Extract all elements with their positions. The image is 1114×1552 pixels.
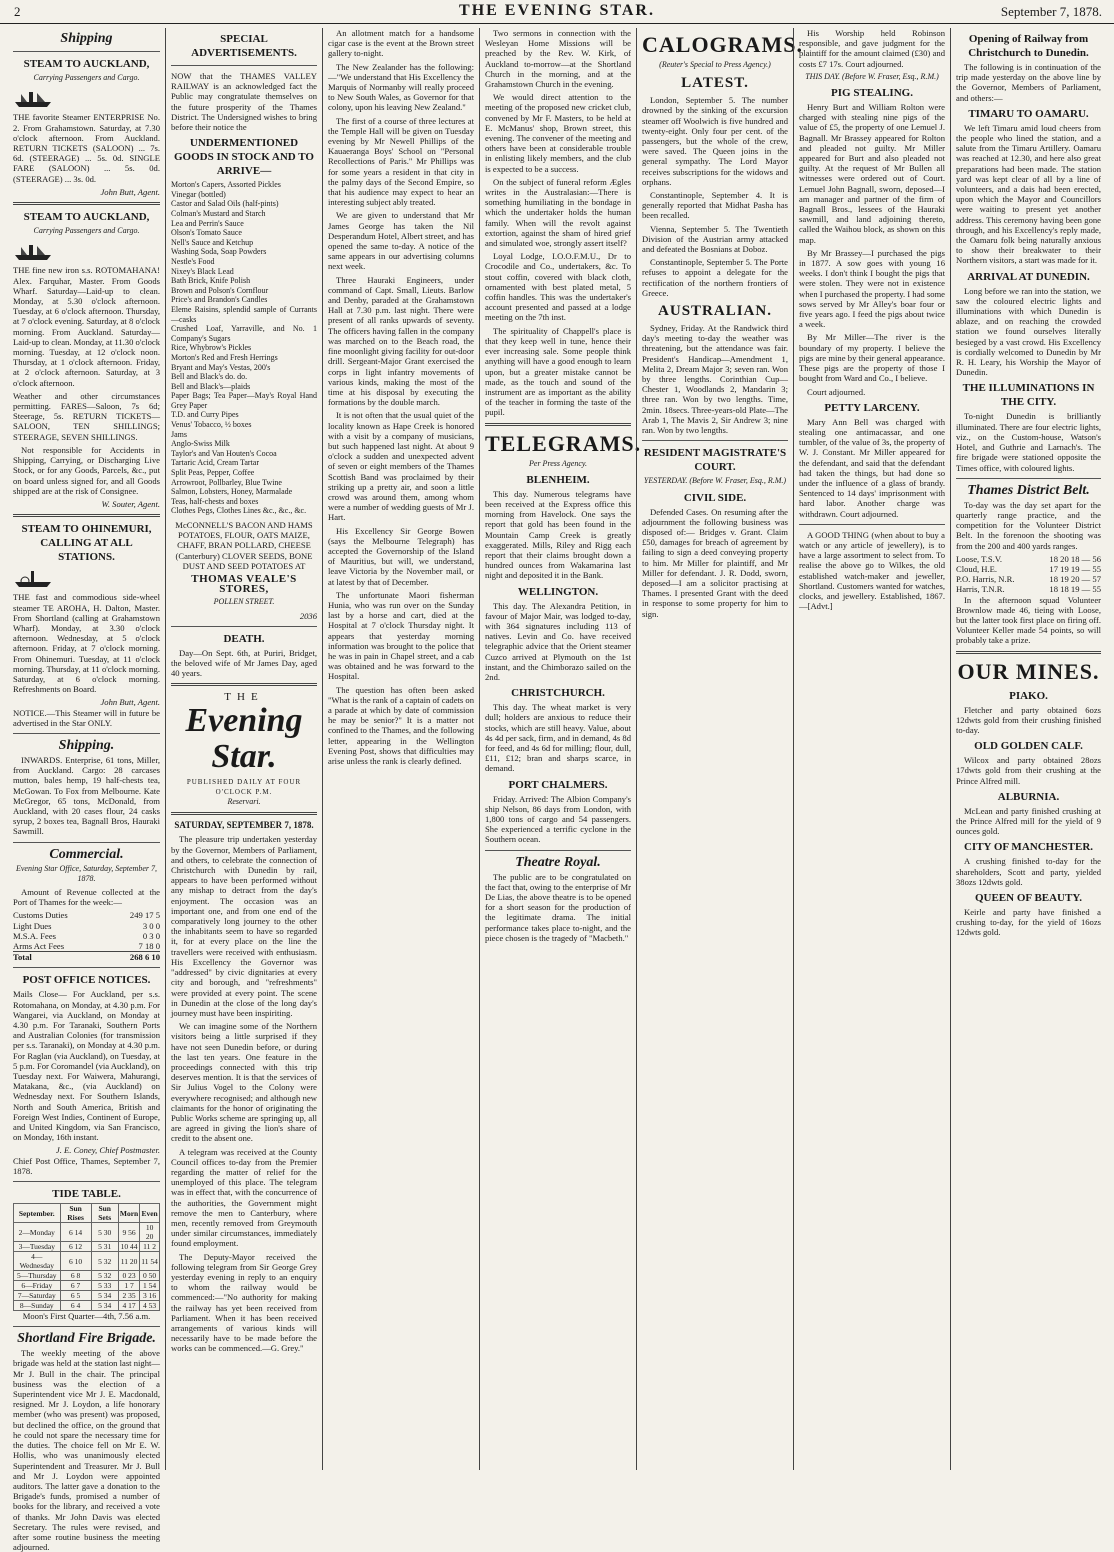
telegrams-heading: TELEGRAMS. [485,430,642,456]
post-office-body: Mails Close— For Auckland, per s.s. Rotomahana, on Monday, at 4.30 p.m. For Wangarei, via Auckland, on Monday at 4.30 p.m. For Taranaki, Southern Ports and Australian Colonies (for transmission per s.s. Taranaki), on Monday at 4.30 p.m. For Raglan (via Auckland), on Tuesday, at 5 p.m. For Coromandel (via Auckland), on Tuesday next. For Waiwera, Mahurangi, Matakana, &c., (via Auckland) on Wednesday next. For Southern Islands, North and South America, British and Foreign West Indies, Continent of Europe, and United Kingdom, via San Francisco, on Monday, 16th instant. [13,989,160,1143]
evening-star-logo: THE Evening Star. PUBLISHED DAILY AT FOUR O'CLOCK P.M. Reservari. [185,691,303,807]
revenue-row: Arms Act Fees 7 18 0 [13,941,160,951]
civil-side-heading: CIVIL SIDE. [683,491,747,504]
commercial-heading: Commercial. [49,846,124,862]
paddle-steamer-icon [13,568,53,588]
australian-body: Sydney, Friday. At the Randwick third day's meeting to-day the weather was threatening, but the attendance was fair. President's Handicap—Amendment 1, Melita 2, Dream Major 3; seven ran. Won by three lengths. Corinthian Cup—Chester 1, Woodlands 2, Mandarin 3; three ran. Won by two lengths. Time, 2min. 18secs. Three-years-old Plate—The Arab 1, The Mavis 2, Sir Andrew 3; nine ran. Won by two lengths. [642,323,788,436]
list-item: Price's and Brandon's Candles [171,295,268,305]
score-row: Cloud, H.E. 17 19 19 — 55 [956,563,1101,574]
divider [799,524,945,525]
goods-list [171,180,317,516]
news-para: The spirituality of Chappell's place is that they keep well in tune, hence their ever increasing sale. Some people think anything will have a good enough to learn upon, but a greater mistake cannot be made, as the touch and sound of the instrument are as important as the ability of the teacher in forming the taste of the pupil. [485,325,631,418]
tide-table: September. Sun Rises Sun Sets Morn Even 2—Monday 6 14 5 30 9 56 10 20 3—Tuesday 6 12 5 31 10 44 11 2 4—Wednesday 6 10 5 32 11 20 11 54 5—Thursday 6 8 5 32 0 23 0 50 6—Friday 6 7 5 33 1 7 1 54 7—Saturday 6 5 5 34 2 35 3 16 8—Sunday 6 4 5 34 4 17 4 53 [13,1203,160,1311]
list-item: Tartaric Acid, Cream Tartar [171,458,260,468]
post-office-heading: POST OFFICE NOTICES. [22,974,151,987]
list-item: T.D. and Curry Pipes [171,410,239,420]
calograms-heading: CALOGRAMS. [642,32,803,57]
mine-heading: QUEEN OF BEAUTY. [974,891,1083,904]
tide-row: 7—Saturday 6 5 5 34 2 35 3 16 [14,1291,160,1301]
masthead [0,0,1114,24]
mine-report: Fletcher and party obtained 6ozs 12dwts gold from their crushing finished to-day. [956,704,1101,735]
list-item: Vinegar (bottled) [171,189,226,199]
list-item: Clothes Pegs, Clothes Lines &c., &c., &c. [171,506,307,516]
tide-row: 5—Thursday 6 8 5 32 0 23 0 50 [14,1271,160,1281]
death-heading: DEATH. [223,632,265,645]
editorial-para: The pleasure trip undertaken yesterday by the Governor, Members of Parliament, and others, to celebrate the connection of Christchurch with Dunedin by rail, appears to have been performed without any mishap to detract from the day's enjoyment. The occasion was an important one, and from one end of the comparatively long journey to the other the inhabitants seem to have so regarded it, for at every place on the line the travellers were received with enthusiasm. His Excellency the Governor was "addressed" by civic dignitaries at every city and borough, and "refreshments" were provided at every point. The scene in Dunedin at the close of the long day's journey must have been inspiriting. [171,834,317,1018]
district-belt-heading: Thames District Belt. [967,482,1090,498]
column-3 [322,28,479,1470]
mine-report: A crushing finished to-day for the shareholders, Scott and party, yielded 38ozs 12dwts gold. [956,856,1101,887]
page-number: 2 [14,4,21,19]
ad1-agent: John Butt, Agent. [100,186,160,197]
list-item: Brown and Polson's Cornflour [171,285,269,295]
mine-report: Wilcox and party obtained 28ozs 17dwts gold from their crushing at the Prince Alfred mill. [956,755,1101,786]
special-ads-heading: SPECIAL ADVERTISEMENTS. [191,33,297,59]
list-item: Split Peas, Pepper, Coffee [171,468,255,478]
postmaster-sign: J. E. Coney, Chief Postmaster. [55,1145,160,1156]
wellington-body: This day. The Alexandra Petition, in favour of Major Mair, was lodged to-day, with 364 signatures including 113 of natives. Levin and Co. have received telegraphic advice that the Orient steamer Cuzco arrived at Plymouth on the 1st instant, and the Chimborazo sailed on the 2nd. [485,600,631,682]
store-street: POLLEN STREET. [213,597,275,607]
list-item: Rice, Whybrow's Pickles [171,343,252,353]
list-item: Bryant and May's Vestas, 200's [171,362,271,372]
pig-stealing-heading: PIG STEALING. [831,87,913,100]
divider [13,514,160,517]
divider [171,683,317,686]
news-para: We would direct attention to the meeting of the proposed new cricket club, convened by Mr F. Masters, to be held at E. McManus' shop, Brown street, this evening. The convener of the meeting and others have been at considerable trouble in enlisting likely members, and the club is expected to be a success. [485,92,631,174]
issue-date: September 7, 1878. [1000,4,1102,19]
column-5 [636,28,803,1470]
list-item: Castor and Salad Oils (half-pints) [171,199,279,209]
score-row: Loose, T.S.V. 18 20 18 — 56 [956,553,1101,564]
mine-heading: OLD GOLDEN CALF. [974,740,1083,753]
fire-brigade-heading: Shortland Fire Brigade. [17,1331,156,1347]
blenheim-heading: BLENHEIM. [526,473,590,486]
tide-row: 2—Monday 6 14 5 30 9 56 10 20 [14,1223,160,1242]
divider [956,478,1101,479]
list-item: Taylor's and Van Houten's Cocoa [171,448,277,458]
court-para: Court adjourned. [807,386,866,397]
blenheim-body: This day. Numerous telegrams have been received at the Express office this morning from Havelock. One says the report that gold has been found in the Mountain Camp Creek is greatly exaggerated. Mills, Riley and Rigg each report that their claims brought down a hundred ounces from Wakamarina last night and deposited it in the Bank. [485,488,631,581]
list-item: Eleme Raisins, splendid sample of Currants—casks [171,304,317,324]
list-item: Lea and Perrin's Sauce [171,218,244,228]
mine-report: Keirle and party have finished a crushing to-day, for the yield of 16ozs 12dwts gold. [956,906,1101,938]
news-para: Two sermons in connection with the Wesleyan Home Missions will be preached by the Rev. W. Kirk, of Auckland to-morrow—at the Shortland Church in the morning, and at the Grahamstown Church in the evening. [485,28,631,90]
list-item: Teas, half-chests and boxes [171,496,259,506]
wellington-heading: WELLINGTON. [517,585,599,598]
mine-heading: PIAKO. [1009,689,1048,702]
shipping-news-heading: Shipping. [58,737,115,753]
port-chalmers-body: Friday. Arrived: The Albion Company's ship Nelson, 86 days from London, with 1,800 tons of cargo and 54 passengers. She experienced a terrific cyclone in the Southern ocean. [485,793,631,845]
calograms-subheading: (Reuter's Special to Press Agency.) [659,60,771,69]
court-para: By Mr Brassey—I purchased the pigs in 1877. A sow goes with young 16 weeks. I don't think I bought the pigs that were stolen. They were not in existence when I purchased the property. I had some sows served by Mr Alley's boar four or five years ago. I feed the pigs about twice a week. [799,247,945,330]
this-day-heading: THIS DAY. (Before W. Fraser, Esq., R.M.) [805,71,939,81]
ad2-fares: Weather and other circumstances permitting. FARES—Saloon, 7s 6d; Steerage, 5s. RETURN TICKETS—SALOON, TEN SHILLINGS; STEERAGE, SEVEN SHILLINGS. [13,390,160,442]
petty-larceny-heading: PETTY LARCENY. [824,401,920,414]
column-1 [8,28,165,1552]
column-2 [165,28,322,1470]
death-notice: Day—On Sept. 6th, at Puriri, Bridget, the beloved wife of Mr James Day, aged 40 years. [171,647,317,679]
cable-item: Vienna, September 5. The Twentieth Division of the Austrian army attacked and defeated the Bosnians at Doboz. [642,223,788,255]
divider [171,65,317,66]
column-6 [793,28,950,1470]
commercial-body: Amount of Revenue collected at the Port of Thames for the week:— [13,886,160,908]
page-columns [8,28,1106,1552]
mine-report: McLean and party finished crushing at the Prince Alfred mill for the yield of 9 ounces gold. [956,805,1101,837]
list-item: Salmon, Lobsters, Honey, Marmalade [171,487,293,497]
revenue-row: Customs Duties 249 17 5 [13,910,160,921]
rm-court-subheading: YESTERDAY. (Before W. Fraser, Esq., R.M.) [643,476,787,486]
divider [485,850,631,851]
news-para: Three Hauraki Engineers, under command of Capt. Small, Lieuts. Barlow and Denby, paraded at the Grahamstown Hall at 7.30 p.m. last night. There were present of all ranks upwards of seventy. The officers having fallen in the company was marched on to the Beach road, the fine moonlight giving facility for out-door drill. Sergeant-Major Grant exercised the corps in light infantry movements of various kinds, making the most of the time at his disposal by executing the formations by the double march. [328,274,474,408]
fire-brigade-body: The weekly meeting of the above brigade was held at the station last night—Mr J. Bull in the chair. The principal business was the election of a Superintendent vice Mr J. E. Macdonald, resigned. Mr J. Loydon, a life honorary member (who was present) was proposed, but declined the office, on the ground that he could not spare the necessary time for the duties. The choice fell on Mr E. W. Hollis, who was unanimously elected Superintendent and Treasurer. Mr J. Bull and Mr J. Loydon were appointed auditors. The latter gave a donation to the Brigade's funds, promised a number of books for the library, and received a vote of thanks. Mr John Davis was elected Secretary. The rules were revised, and after some routine business the meeting adjourned. [13,1348,160,1552]
ad1-heading: STEAM TO AUCKLAND, [23,58,150,70]
tide-row: 6—Friday 6 7 5 33 1 7 1 54 [14,1281,160,1291]
goods-heading: UNDERMENTIONED GOODS IN STOCK AND TO ARRIVE— [174,137,314,178]
shipping-heading: Shipping [60,31,113,46]
ad1-body: THE favorite Steamer ENTERPRISE No. 2. From Grahamstown. Saturday, at 7.30 o'clock afternoon. From Auckland. RETURN TICKETS (SALOON) ... 7s. 6d. (STEERAGE) ... 5s. 0d. SINGLE FARE (SALOON) ... 5s. 0d. (STEERAGE) ... 3s. 0d. [13,112,160,184]
divider [13,202,160,205]
latest-heading: LATEST. [681,75,749,92]
arrival-heading: ARRIVAL AT DUNEDIN. [967,270,1090,283]
score-row: Harris, T.N.R. 18 18 19 — 55 [956,584,1101,595]
timaru-heading: TIMARU TO OAMARU. [968,107,1089,120]
star-notice: NOTICE.—This Steamer will in future be advertised in the Star ONLY. [13,707,160,728]
divider [171,626,317,627]
cable-item: London, September 5. The number drowned by the sinking of the excursion steamer off Woolwich is five hundred and twenty-eight. Only four per cent. of the passengers, but the whole of the crew, were saved. The Queen joins in the general sympathy. The Lord Mayor receives subscriptions for the widows and orphans. [642,95,788,187]
jeweller-advert: A GOOD THING (when about to buy a watch or any article of jewellery), is to have a large assortment to select from. To realise the above go to Wilkes, the old established watch-maker and jeweller, Shortland. Customers wanted for watches, clocks, and jewellery. Established, 1867.—[Advt.] [799,529,945,612]
score-row: P.O. Harris, N.R. 18 19 20 — 57 [956,574,1101,585]
moon-phase: Moon's First Quarter—4th, 7.56 a.m. [22,1311,151,1322]
shipping-news-body: INWARDS. Enterprise, 61 tons, Miller, from Auckland. Cargo: 28 carcases mutton, bales hemp, 19 half-chests tea, McGowan. To Fox from Melbourne. Kate McGregor, 65 tons, McDonald, from Auckland, with 20 cases flour, 24 casks syrup, 2 boxes tea, Bagnall Bros, Hauraki Sawmill. [13,754,160,837]
list-item: Anglo-Swiss Milk [171,439,230,449]
ad-number: 2036 [299,610,317,621]
port-chalmers-heading: PORT CHALMERS. [508,778,608,791]
divider [13,51,160,52]
news-para: We are given to understand that Mr James George has taken the Nil Desperandum Hotel, Albert street, and has opened the same to-day. A notice of the same appears in our advertising columns next week. [328,210,474,272]
newspaper-title: THE EVENING STAR. [459,2,655,19]
ad2-heading: STEAM TO AUCKLAND, [23,211,150,224]
mine-heading: ALBURNIA. [997,790,1060,803]
divider [13,842,160,843]
store-name: THOMAS VEALE'S STORES, [191,573,297,596]
news-para: Long before we ran into the station, we saw the coloured electric lights and illuminations with which Dunedin is ablaze, and on reaching the crowded station we found ourselves literally besieged by a vast crowd. His Excellency is cordially welcomed to Dunedin by Mr R. H. Leary, his Worship the Mayor of Dunedin. [956,285,1101,378]
ad3-heading: STEAM TO OHINEMURI, CALLING AT ALL STATIONS. [21,523,152,564]
news-para: In the afternoon squad Volunteer Brownlow made 46, tieing with Loose, but the latter took first place on firing off. Volunteer Keller made 54 points, so will probably take a prize. [956,594,1101,646]
editorial-para: We can imagine some of the Northern visitors being a little surprised if they have not seen Dunedin before, or during the last ten years. One feature in the proceedings connected with this trip deserves mention. It is that the services of Sir Julius Vogel to the Colony were everywhere recognised; and although new claimants for the honor of originating the Public Works scheme are springing up, all are agreed in giving the lion's share of credit to the absent one. [171,1021,317,1144]
list-item: Nestle's Food [171,256,215,266]
news-para: On the subject of funeral reform Ægles writes in the Australasian:—There is something humiliating in the bondage in which the undertaker holds the human family. When will the revolt against extortion, against the sham of hired grief and simulated woe, strongly assert itself? [485,176,631,249]
divider [13,967,160,968]
christchurch-body: This day. The wheat market is very dull; holders are anxious to reduce their stocks, which are still heavy. Value, about 4s 4d per sack, firm, and in demand, 4s 8d for feed, and 4s 6d for milling; flour, dull, £11, £12; bran and sharps scarce, in demand. [485,702,631,774]
news-para: His Excellency Sir George Bowen (says the Melbourne Telegraph) has accepted the Governorship of the Island of Mauritius, but will, we understand, leave Victoria by the November mail, or at latest by that of December. [328,525,474,587]
steamer-icon [13,88,53,108]
list-item: Nell's Sauce and Ketchup [171,237,254,247]
ad2-agent: W. Souter, Agent. [101,498,160,509]
tide-row: 8—Sunday 6 4 5 34 4 17 4 53 [14,1301,160,1311]
australian-heading: AUSTRALIAN. [658,303,772,320]
news-para: The question has often been asked "What is the rank of a captain of cadets on a parade at which by date of commission he may be senior?" It is a matter not confined to the Thames, and the following letter, appearing in the Wellington Evening Post, shows that difficulties may arise unless the rank is clearly defined. [328,684,474,767]
editorial-date: SATURDAY, SEPTEMBER 7, 1878. [174,820,314,831]
list-item: Venus' Tobacco, ½ boxes [171,420,252,430]
ad3-agent: John Butt, Agent. [100,697,160,708]
ad1-subheading: Carrying Passengers and Cargo. [33,73,140,82]
christchurch-heading: CHRISTCHURCH. [511,687,605,700]
news-para: The New Zealander has the following:—"We understand that His Excellency the Marquis of Normanby will really proceed to New South Wales, as Governor for that colony, upon his leaving New Zealand." [328,61,474,113]
railway-heading: Opening of Railway from Christchurch to Dunedin. [968,33,1089,59]
news-para: The unfortunate Maori fisherman Hunia, who was run over on the Sunday last by a horse and cart, died at the Hospital at 7 o'clock Thursday night. It appears that yesterday morning information was brought to the police that he was in pain in Chapel street, and a cab was obtained and he was forward to the Hospital. [328,589,474,682]
belt-scores [956,554,1101,595]
list-item: Nixey's Black Lead [171,266,234,276]
list-item: Crushed Loaf, Yarraville, and No. 1 Company's Sugars [171,324,317,343]
theatre-body: The public are to be congratulated on the fact that, owing to the enterprise of Mr De Lias, the above theatre is to be opened for a short season for the production of the legitimate drama. The initial performance takes place to-night, and the piece chosen is the tragedy of "Macbeth." [485,871,631,943]
revenue-total: Total 268 6 10 [13,952,160,963]
mine-heading: CITY OF MANCHESTER. [963,841,1094,854]
news-para: To-day was the day set apart for the quarterly range practice, and the competition for the Volunteer District Belt. In the forenoon the shooting was from the 200 and 400 yards ranges. [956,499,1101,551]
news-para: An allotment match for a handsome cigar case is the event at the Brown street gallery to-night. [328,28,474,59]
list-item: Colman's Mustard and Starch [171,209,266,218]
list-item: Bell and Black's do. do. [171,372,248,382]
commercial-subheading: Evening Star Office, Saturday, September 7, 1878. [15,863,157,883]
rm-court-heading: RESIDENT MAGISTRATE'S COURT. [643,447,787,474]
column-7 [950,28,1106,1470]
illuminations-heading: THE ILLUMINATIONS IN THE CITY. [962,382,1095,409]
tide-row: 4—Wednesday 6 10 5 32 11 20 11 54 [14,1252,160,1271]
ad2-subheading: Carrying Passengers and Cargo. [33,226,140,236]
list-item: Arrowroot, Pollbarley, Blue Twine [171,477,282,487]
court-para: Henry Burt and William Rolton were charged with stealing nine pigs of the value of £5, the property of one Lemuel J. Bagnall. Mr Brassey appeared for Rolton and pleaded not guilty. Mr Miller appeared for Burt and also pleaded not guilty. At the request of Mr Bullen all witnesses were ordered out of Court. Lemuel John Bagnall, sworn, deposed—I am manager and partner of the firm of Bagnall Bros., lessees of the Hauraki sawmill, and land adjoining thereto, called the Waihou block, as shown on this map. [799,102,945,245]
news-para: Loyal Lodge, I.O.O.F.M.U., Dr to Crocodile and Co., undertakers, &c. To stout coffin, covered with black cloth, ornamented with best plated metal, 5 coffin handles. This was the undertaker's account presented and passed at a lodge meeting on the 7th inst. [485,251,631,323]
civil-side-body: Defended Cases. On resuming after the adjournment the following business was disposed of:— Bridges v. Grant. Claim £50, damages for breach of agreement by failing to sign a deed conveying property to him. Mr Miller for plaintiff, and Mr Miller for defendant. J. R. Dodd, sworn, deposed—I am a solicitor practising at Thames. I presented Grant with the deed in response to some property for him to sign. [642,506,788,619]
steamer-icon [13,241,53,261]
list-item: Bath Brick, Knife Polish [171,276,251,286]
list-item: Olson's Tomato Sauce [171,228,242,238]
tide-table-heading: TIDE TABLE. [52,1188,121,1201]
goods-tail: McCONNELL'S BACON AND HAMS POTATOES, FLOUR, OATS MAIZE, CHAFF, BRAN POLLARD, CHEESE (Canterbury) CLOVER SEEDS, BONE DUST AND SEED POTATOES AT [175,520,313,571]
divider [13,1326,160,1327]
revenue-table [13,910,160,962]
ad2-body: THE fine new iron s.s. ROTOMAHANA! Alex. Farquhar, Master. From Goods Wharf. Saturday—Laid-up to clean. Monday, at 5.30 o'clock afternoon. Tuesday, at 6 o'clock afternoon. Thursday, at 7 o'clock evening. Saturday, at 8 o'clock morning. From Auckland. Saturday—Laid-up to clean. Monday, at 11.30 o'clock morning. Tuesday, at 12 o'clock noon. Thursday, at 1 o'clock afternoon. Friday, at 2 o'clock afternoon. Saturday, at 3 o'clock afternoon. [13,265,160,388]
telegrams-subheading: Per Press Agency. [529,458,587,468]
list-item: Washing Soda, Soap Powders [171,247,267,257]
list-item: Paper Bags; Tea Paper—May's Royal Hand Grey Paper [171,391,317,410]
theatre-heading: Theatre Royal. [515,854,601,870]
divider [956,651,1101,654]
list-item: Morton's Capers, Assorted Pickles [171,180,281,190]
court-para: Mary Ann Bell was charged with stealing one antimacassar, and one tumbler, of the value of 3s, the property of W. J. Constant. Mr Miller appeared for the defendant, and said that the defendant had taken the things, but had done so under the influence of a glass of brandy. Sentenced to 14 days' imprisonment with hard labor. Another charge was withdrawn. Court adjourned. [799,416,945,519]
divider [171,812,317,815]
list-item: Morton's Red and Fresh Herrings [171,352,278,362]
court-para: His Worship held Robinson responsible, and gave judgment for the plaintiff for the amount claimed (£30) and costs £7 17s. Court adjourned. [799,28,945,69]
cable-item: Constantinople, September 5. The Porte refuses to appoint a delegate for the rectification of the northern frontiers of Greece. [642,257,788,298]
ad2-notice: Not responsible for Accidents in Shipping, Carrying, or Discharging Live Stock, or for any Goods, Parcels, &c., put on board unless signed for, and all Goods shipped are at the risk of Consignee. [13,444,160,496]
our-mines-heading: OUR MINES. [957,658,1100,684]
list-item: Bell and Black's—plaids [171,381,251,391]
post-office-date: Chief Post Office, Thames, September 7, 1878. [13,1155,160,1176]
editorial-para: The Deputy-Mayor received the following telegram from Sir George Grey yesterday evening in reply to an enquiry to whom the railway would be commenced:—"No authority for making the railway has yet been received from Parliament. When it has been received arrangements of various kinds will necessarily have to be made before the works can be commenced.—G. Grey." [171,1251,317,1354]
revenue-row: Light Dues 3 0 0 [13,920,160,931]
ad3-body: THE fast and commodious side-wheel steamer TE AROHA, H. Dalton, Master. From Shortland (calling at Grahamstown Wharf). Monday, at 3.30 o'clock afternoon. Wednesday, at 5 o'clock afternoon. Friday, at 7 o'clock morning. From Ohinemuri. Tuesday, at 11 o'clock morning. Thursday, at 11 o'clock morning. Saturday, at 6 o'clock morning. Refreshments on Board. [13,592,160,695]
divider [642,440,788,441]
news-para: To-night Dunedin is brilliantly illuminated. There are four electric lights, viz., on the Custom-house, Watson's Hotel, and Guthrie and Larnach's. The fire brigade were stationed opposite the Times office, with coloured lights. [956,411,1101,473]
divider [13,733,160,734]
court-para: By Mr Miller—The river is the boundary of my property. I believe the pigs are mine by their general appearance. These pigs are the property of those I bought from Ward and Co., I believe. [799,332,945,384]
editorial-para: A telegram was received at the County Council offices to-day from the Premier regarding the matter of relief for the unemployed of this place. The telegram was in effect that, with the concurrence of the authorities, the Government might remove the men to Canterbury, where men, recently removed from Greymouth under similar circumstances, immediately found employment. [171,1146,317,1249]
tide-row: 3—Tuesday 6 12 5 31 10 44 11 2 [14,1242,160,1252]
revenue-row: M.S.A. Fees 0 3 0 [13,930,160,941]
list-item: Jams [171,429,187,439]
news-para: It is not often that the usual quiet of the locality known as Hape Creek is honored with a visit by a company of musicians, but such happened last night. At about 9 o'clock a sudden and unexpected advent of seven or eight members of the Thames Scottish Band was proclaimed by their striking up a pretty air, and soon a little crowd was around them, among whom were a number of wedding guests of Mr J. Hart. [328,410,474,523]
cable-item: Constantinople, September 4. It is generally reported that Midhat Pasha has been recalled. [642,190,788,221]
divider [13,1181,160,1182]
column-4 [479,28,642,1470]
railway-notice: NOW that the THAMES VALLEY RAILWAY is an acknowledged fact the Public may congratulate themselves on the future prosperity of the Thames District. The Undersigned wishes to bring before their notice the [171,71,317,133]
news-para: We left Timaru amid loud cheers from the people who lined the station, and a salute from the Timaru Artillery. Oamaru was reached at 12.30, and here also great preparations had been made. The station yard was kept clear of all by a line of volunteers, and a dais had been erected, upon which the Mayor and Councillors were waiting to present yet another address. This ceremony having been gone through, and his Excellency's reply made, the Oamaru folk being naturally anxious to show their breakwater to their Northern visitors, a start was made for it. [956,122,1101,266]
divider [485,423,631,426]
news-para: The first of a course of three lectures at the Temple Hall will be given on Tuesday evening by Mr Newell Phillips of the Kauaeranga Boys' School on "Personal Recollections of Paris." Mr Phillips was for some years a resident in that city in the palmy days of the Second Empire, so that his audience may expect to hear an interesting subject ably treated. [328,115,474,208]
news-para: The following is in continuation of the trip made yesterday on the above line by the Governor, Members of Parliament, and others:— [956,62,1101,103]
